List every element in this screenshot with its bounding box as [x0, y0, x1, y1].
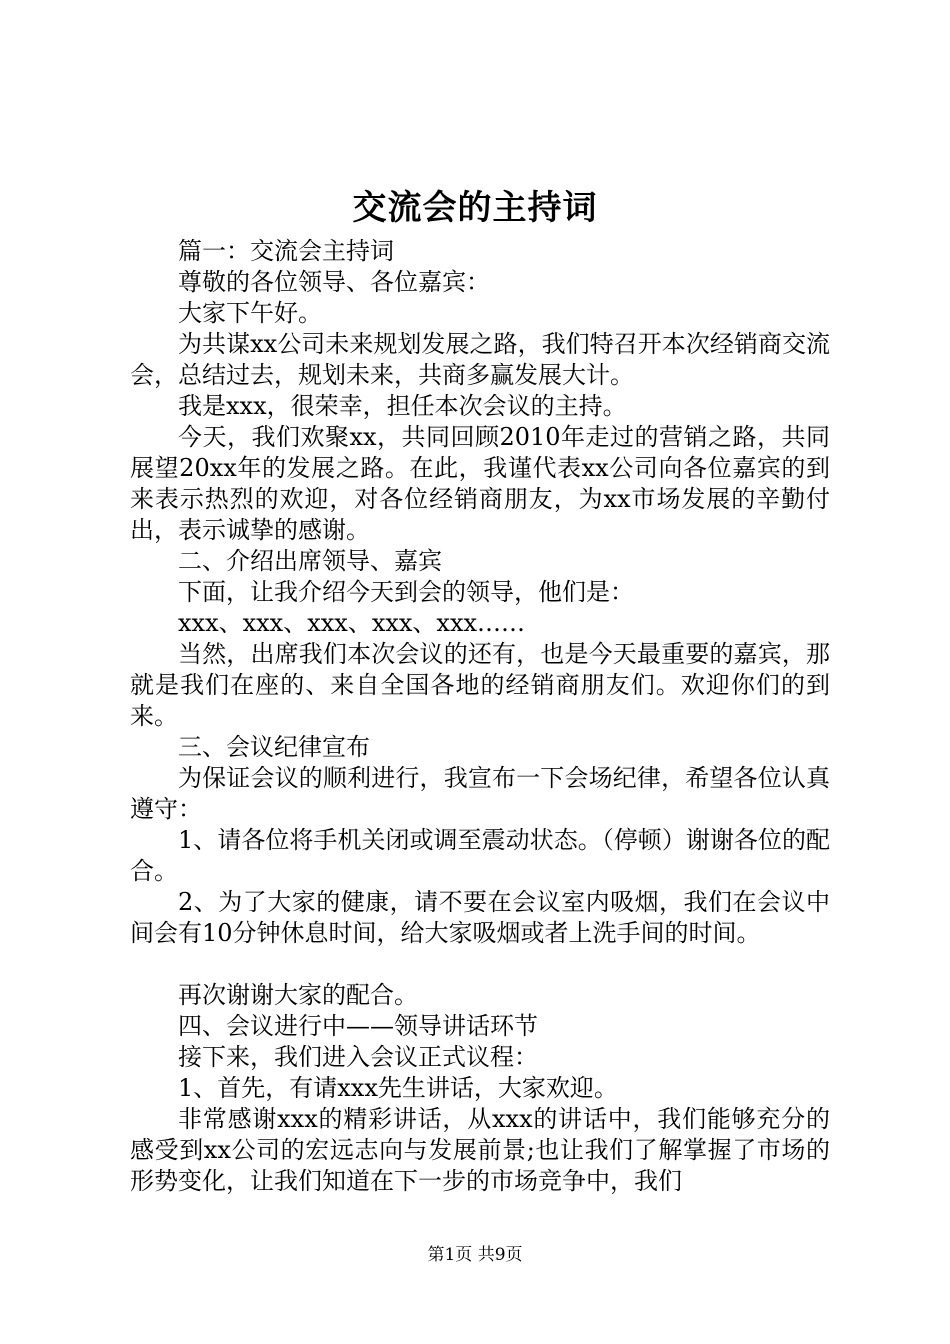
paragraph: 当然，出席我们本次会议的还有，也是今天最重要的嘉宾，那就是我们在座的、来自全国各地的经销商朋友们。欢迎你们的到来。: [130, 640, 830, 730]
document-title: 交流会的主持词: [352, 188, 598, 228]
section-heading: 四、会议进行中——领导讲话环节: [178, 1012, 538, 1040]
page-footer: 第1页 共9页: [427, 1245, 523, 1265]
salutation: 尊敬的各位领导、各位嘉宾：: [178, 268, 490, 296]
paragraph: 今天，我们欢聚xx，共同回顾2010年走过的营销之路，共同展望20xx年的发展之路。在此，我谨代表xx公司向各位嘉宾的到来表示热烈的欢迎，对各位经销商朋友，为xx市场发展的辛勤付出，表示诚挚的感谢。: [130, 423, 830, 544]
paragraph: 我是xxx，很荣幸，担任本次会议的主持。: [178, 392, 627, 420]
paragraph: 接下来，我们进入会议正式议程：: [178, 1043, 538, 1071]
paragraph: 为保证会议的顺利进行，我宣布一下会场纪律，希望各位认真遵守：: [130, 764, 830, 823]
paragraph: 为共谋xx公司未来规划发展之路，我们特召开本次经销商交流会，总结过去，规划未来，共商多赢发展大计。: [130, 330, 830, 389]
list-item: 1、请各位将手机关闭或调至震动状态。（停顿）谢谢各位的配合。: [130, 826, 830, 885]
paragraph: 下面，让我介绍今天到会的领导，他们是：: [178, 578, 634, 606]
section-heading: 三、会议纪律宣布: [178, 733, 370, 761]
section-heading: 篇一：交流会主持词: [178, 237, 394, 265]
paragraph: 非常感谢xxx的精彩讲话，从xxx的讲话中，我们能够充分的感受到xx公司的宏远志向与发展前景;也让我们了解掌握了市场的形势变化，让我们知道在下一步的市场竞争中，我们: [130, 1105, 830, 1195]
document-body: [130, 236, 830, 1197]
greeting: 大家下午好。: [178, 299, 322, 327]
section-heading: 二、介绍出席领导、嘉宾: [178, 547, 442, 575]
paragraph: 再次谢谢大家的配合。: [178, 981, 418, 1009]
list-item: 2、为了大家的健康，请不要在会议室内吸烟，我们在会议中间会有10分钟休息时间，给大家吸烟或者上洗手间的时间。: [130, 888, 830, 947]
list-item: 1、首先，有请xxx先生讲话，大家欢迎。: [178, 1074, 618, 1102]
paragraph: xxx、xxx、xxx、xxx、xxx……: [178, 609, 526, 637]
